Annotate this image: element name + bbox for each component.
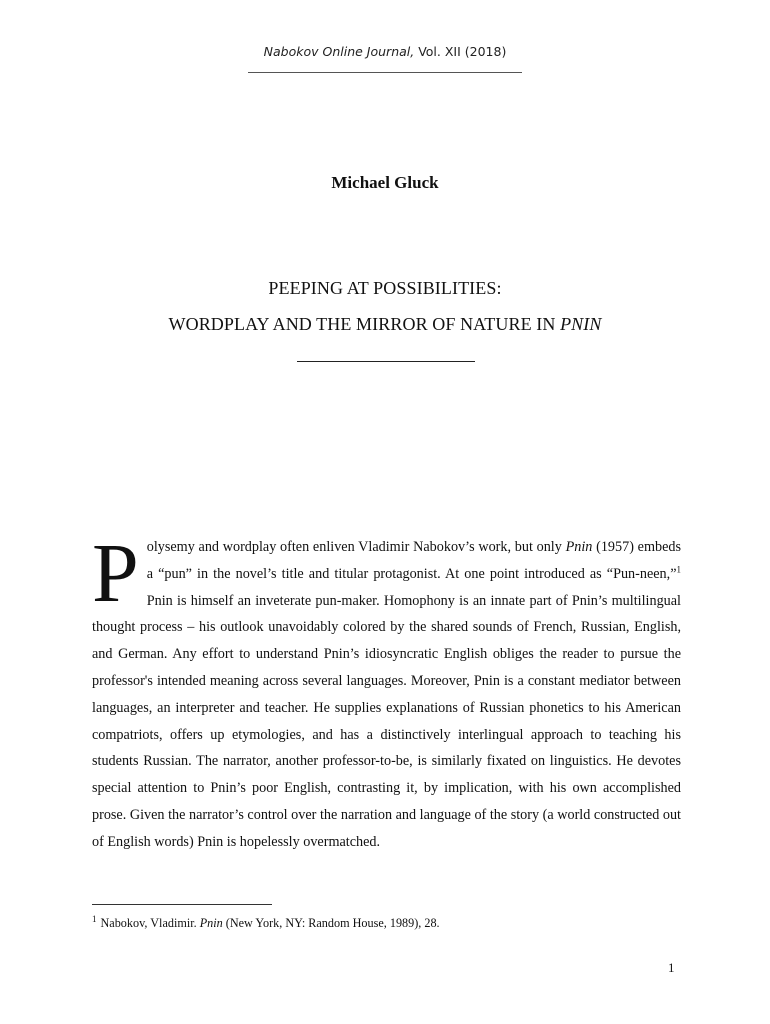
footnote-text-1: Nabokov, Vladimir. (100, 916, 200, 931)
body-text-1: olysemy and wordplay often enliven Vladimir Nabokov’s work, but only (146, 539, 566, 555)
body-paragraph (92, 527, 681, 856)
page-number: 1 (668, 960, 675, 975)
footnote-number: 1 (92, 914, 97, 924)
title-rule (297, 361, 475, 362)
title-line-2-text: WORDPLAY AND THE MIRROR OF NATURE IN (168, 314, 561, 334)
journal-name: Nabokov Online Journal, (263, 44, 415, 59)
body-text-2: (1957) embeds a “pun” in the novel’s title and titular protagonist. At one point introduced as “Pun-neen,” (146, 539, 681, 582)
body-italic-pnin: Pnin (565, 539, 593, 555)
footnote-reference[interactable]: 1 (676, 564, 681, 575)
author-name: Michael Gluck (331, 173, 439, 192)
drop-cap: P (92, 527, 139, 620)
title-line-1: PEEPING AT POSSIBILITIES: (268, 278, 502, 298)
footnote-text-2: (New York, NY: Random House, 1989), 28. (222, 916, 440, 931)
header-rule (248, 72, 522, 73)
footnote (92, 914, 692, 931)
footnote-italic: Pnin (199, 916, 223, 931)
title-line-2 (0, 314, 770, 335)
journal-volume: Vol. XII (2018) (414, 44, 507, 59)
running-header (0, 44, 770, 59)
footnote-rule (92, 904, 272, 905)
body-text-3: Pnin is himself an inveterate pun-maker. Homophony is an innate part of Pnin’s multilingual thought process – his outlook unavoidably colored by the shared sounds of French, Russian, English, and German. Any effort to understand Pnin’s idiosyncratic English obliges the reader to pursue the professor's intended meaning across several languages. Moreover, Pnin is a constant mediator between languages, an interpreter and teacher. He supplies explanations of Russian phonetics to his American compatriots, offers up etymologies, and has a distinctively interlingual approach to teaching his students Russian. The narrator, another professor-to-be, is similarly fixated on linguistics. He devotes special attention to Pnin’s poor English, contrasting it, by implication, with his own accomplished prose. Given the narrator’s control over the narration and language of the story (a world constructed out of English words) Pnin is hopelessly overmatched. (92, 592, 681, 850)
title-line-2-italic: PNIN (560, 314, 602, 334)
